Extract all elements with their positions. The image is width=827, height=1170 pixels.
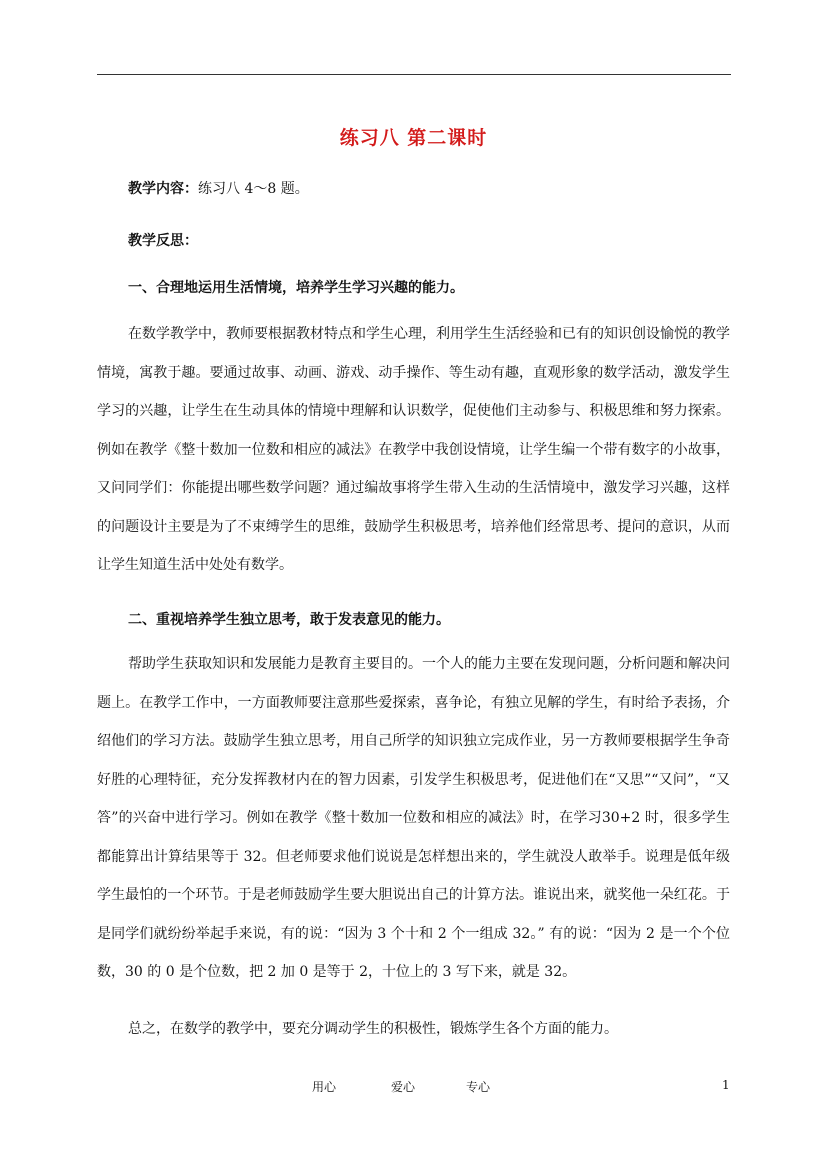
section-paragraph-1: 在数学教学中，教师要根据教材特点和学生心理，利用学生生活经验和已有的知识创设愉悦的教学情境，寓教于趣。要通过故事、动画、游戏、动手操作、等生动有趣，直观形象的数学活动，激发学生学习的兴趣，让学生在生动具体的情境中理解和认识数学，促使他们主动参与、积极思维和努力探索。例如在教学《整十数加一位数和相应的减法》在教学中我创设情境，让学生编一个带有数字的小故事，又问同学们：你能提出哪些数学问题？通过编故事将学生带入生动的生活情境中，激发学习兴趣，这样的问题设计主要是为了不束缚学生的思维，鼓励学生积极思考，培养他们经常思考、提问的意识，从而让学生知道生活中处处有数学。 [97,326,730,573]
footer-word-1: 用心 [312,1080,337,1094]
section-paragraph-2: 帮助学生获取知识和发展能力是教育主要目的。一个人的能力主要在发现问题，分析问题和解决问题上。在教学工作中，一方面教师要注意那些爱探索，喜争论，有独立见解的学生，有时给予表扬，介绍他们的学习方法。鼓励学生独立思考，用自己所学的知识独立完成作业，另一方教师要根据学生争奇好胜的心理特征，充分发挥教材内在的智力因素，引发学生积极思考，促进他们在“又思”“又问”，“又答”的兴奋中进行学习。例如在教学《整十数加一位数和相应的减法》时，在学习30+2 时，很多学生都能算出计算结果等于 32。但老师要求他们说说是怎样想出来的，学生就没人敢举手。说理是低年级学生最怕的一个环节。于是老师鼓励学生要大胆说出自己的计算方法。谁说出来，就奖他一朵红花。于是同学们就纷纷举起手来说，有的说：“因为 3 个十和 2 个一组成 32。” 有的说：“因为 2 是一个个位数，30 的 0 是个位数，把 2 加 0 是等于 2，十位上的 3 写下来，就是 32。 [97,656,730,980]
section-heading-1: 一、合理地运用生活情境，培养学生学习兴趣的能力。 [128,280,464,296]
teaching-content-line [128,178,309,198]
page-number: 1 [722,1078,730,1092]
teaching-content-label: 教学内容： [128,181,198,197]
teaching-reflection-label: 教学反思： [128,233,198,249]
teaching-content-value: 练习八 4～8 题。 [198,181,309,197]
header-rule [97,74,731,75]
footer-word-3: 专心 [466,1080,491,1094]
document-title: 练习八 第二课时 [339,127,488,149]
footer-word-2: 爱心 [391,1080,416,1094]
conclusion-paragraph: 总之，在数学的教学中，要充分调动学生的积极性，锻炼学生各个方面的能力。 [128,1021,618,1037]
section-heading-2: 二、重视培养学生独立思考，敢于发表意见的能力。 [128,612,450,628]
